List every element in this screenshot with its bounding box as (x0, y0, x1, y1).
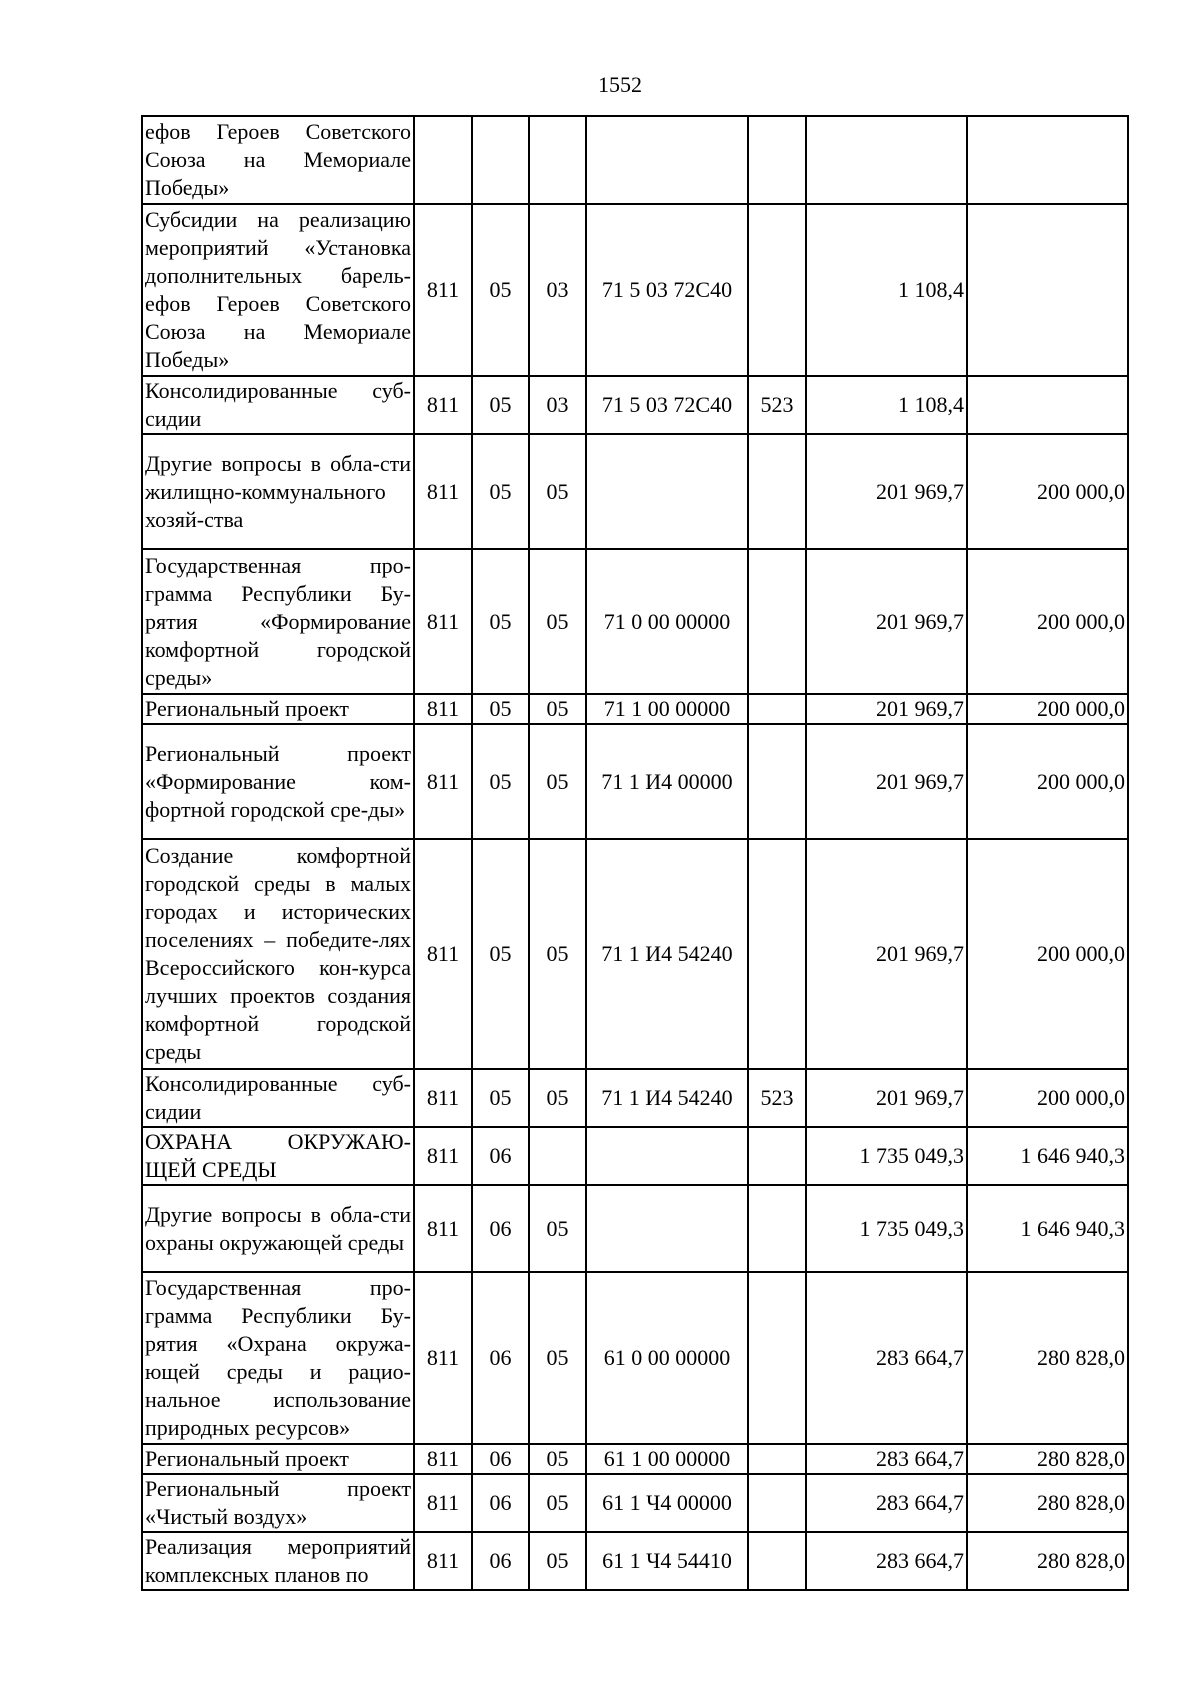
row-subsection: 03 (529, 376, 586, 434)
row-name: Государственная про-грамма Республики Бу-рятия «Охрана окружа-ющей среды и рацио-нальное использование природных ресурсов» (142, 1272, 414, 1444)
row-expense-type (748, 204, 806, 376)
row-sum-2: 280 828,0 (967, 1272, 1128, 1444)
row-grbs: 811 (414, 434, 472, 549)
row-target-article: 61 1 Ч4 00000 (586, 1474, 748, 1532)
row-sum-2: 200 000,0 (967, 434, 1128, 549)
row-sum-1: 201 969,7 (806, 434, 967, 549)
row-grbs: 811 (414, 1185, 472, 1272)
row-sum-2: 200 000,0 (967, 839, 1128, 1069)
row-sum-1: 1 108,4 (806, 376, 967, 434)
row-subsection: 03 (529, 204, 586, 376)
row-grbs: 811 (414, 1474, 472, 1532)
row-name: ОХРАНА ОКРУЖАЮ-ЩЕЙ СРЕДЫ (142, 1127, 414, 1185)
row-sum-1: 201 969,7 (806, 694, 967, 724)
budget-table (141, 115, 1129, 1591)
row-sum-2: 280 828,0 (967, 1444, 1128, 1474)
table-row (142, 724, 1128, 839)
row-target-article: 71 1 И4 54240 (586, 839, 748, 1069)
row-name: Другие вопросы в обла-сти охраны окружающей среды (142, 1185, 414, 1272)
row-subsection: 05 (529, 1272, 586, 1444)
row-grbs: 811 (414, 1272, 472, 1444)
row-subsection (529, 1127, 586, 1185)
row-sum-2 (967, 116, 1128, 204)
row-section: 06 (472, 1185, 529, 1272)
row-sum-1: 201 969,7 (806, 549, 967, 694)
row-sum-1: 1 735 049,3 (806, 1185, 967, 1272)
row-name: Консолидированные суб-сидии (142, 1069, 414, 1127)
row-sum-2: 200 000,0 (967, 694, 1128, 724)
row-sum-2: 200 000,0 (967, 1069, 1128, 1127)
row-grbs: 811 (414, 549, 472, 694)
row-sum-2: 200 000,0 (967, 549, 1128, 694)
row-sum-1 (806, 116, 967, 204)
row-name: Создание комфортной городской среды в малых городах и исторических поселениях – победите-лях Всероссийского кон-курса лучших проектов создания комфортной городской среды (142, 839, 414, 1069)
row-subsection: 05 (529, 434, 586, 549)
row-grbs: 811 (414, 724, 472, 839)
row-grbs: 811 (414, 1532, 472, 1590)
row-target-article: 71 1 И4 54240 (586, 1069, 748, 1127)
row-section: 06 (472, 1444, 529, 1474)
row-subsection: 05 (529, 1069, 586, 1127)
row-target-article: 61 1 00 00000 (586, 1444, 748, 1474)
row-section: 05 (472, 434, 529, 549)
row-name: Реализация мероприятий комплексных планов по (142, 1532, 414, 1590)
table-row (142, 1272, 1128, 1444)
row-expense-type (748, 1127, 806, 1185)
table-row (142, 376, 1128, 434)
row-section: 06 (472, 1272, 529, 1444)
row-name: Государственная про-грамма Республики Бу-рятия «Формирование комфортной городской среды» (142, 549, 414, 694)
table-row (142, 1069, 1128, 1127)
row-sum-2: 1 646 940,3 (967, 1185, 1128, 1272)
row-section: 06 (472, 1127, 529, 1185)
row-section: 05 (472, 1069, 529, 1127)
row-expense-type (748, 434, 806, 549)
row-sum-1: 283 664,7 (806, 1272, 967, 1444)
table-row (142, 204, 1128, 376)
row-sum-2: 280 828,0 (967, 1532, 1128, 1590)
row-name: Региональный проект (142, 1444, 414, 1474)
table-row (142, 1474, 1128, 1532)
row-name: Другие вопросы в обла-сти жилищно-коммунального хозяй-ства (142, 434, 414, 549)
row-grbs: 811 (414, 839, 472, 1069)
row-subsection: 05 (529, 839, 586, 1069)
table-row (142, 1444, 1128, 1474)
row-grbs: 811 (414, 1069, 472, 1127)
table-row (142, 434, 1128, 549)
row-target-article: 71 5 03 72С40 (586, 376, 748, 434)
row-expense-type (748, 116, 806, 204)
row-grbs (414, 116, 472, 204)
table-row (142, 1127, 1128, 1185)
row-sum-1: 1 735 049,3 (806, 1127, 967, 1185)
row-name: Региональный проект (142, 694, 414, 724)
row-expense-type (748, 1272, 806, 1444)
row-name: Консолидированные суб-сидии (142, 376, 414, 434)
row-sum-2: 200 000,0 (967, 724, 1128, 839)
row-grbs: 811 (414, 376, 472, 434)
row-expense-type (748, 839, 806, 1069)
row-expense-type (748, 724, 806, 839)
row-target-article: 71 5 03 72С40 (586, 204, 748, 376)
page-number: 1552 (598, 72, 642, 97)
row-subsection: 05 (529, 1444, 586, 1474)
row-subsection: 05 (529, 549, 586, 694)
row-target-article (586, 434, 748, 549)
row-name: Субсидии на реализацию мероприятий «Установка дополнительных барель-ефов Героев Советского Союза на Мемориале Победы» (142, 204, 414, 376)
row-grbs: 811 (414, 1127, 472, 1185)
row-section: 06 (472, 1474, 529, 1532)
row-section: 05 (472, 376, 529, 434)
row-target-article: 71 1 00 00000 (586, 694, 748, 724)
row-section: 05 (472, 549, 529, 694)
row-sum-1: 1 108,4 (806, 204, 967, 376)
row-target-article (586, 1127, 748, 1185)
row-target-article (586, 1185, 748, 1272)
row-sum-2: 1 646 940,3 (967, 1127, 1128, 1185)
row-sum-1: 283 664,7 (806, 1474, 967, 1532)
row-name: ефов Героев Советского Союза на Мемориале Победы» (142, 116, 414, 204)
row-target-article: 71 0 00 00000 (586, 549, 748, 694)
row-grbs: 811 (414, 204, 472, 376)
row-section: 06 (472, 1532, 529, 1590)
row-expense-type (748, 549, 806, 694)
row-sum-1: 283 664,7 (806, 1532, 967, 1590)
row-sum-2 (967, 204, 1128, 376)
row-target-article: 61 0 00 00000 (586, 1272, 748, 1444)
row-sum-2 (967, 376, 1128, 434)
row-subsection: 05 (529, 1185, 586, 1272)
row-name: Региональный проект «Формирование ком-фортной городской сре-ды» (142, 724, 414, 839)
row-section: 05 (472, 839, 529, 1069)
row-expense-type (748, 1474, 806, 1532)
row-expense-type (748, 1185, 806, 1272)
row-section: 05 (472, 724, 529, 839)
row-expense-type (748, 1532, 806, 1590)
row-expense-type (748, 694, 806, 724)
row-subsection: 05 (529, 1532, 586, 1590)
table-row (142, 839, 1128, 1069)
row-grbs: 811 (414, 694, 472, 724)
table-row (142, 694, 1128, 724)
row-name: Региональный проект «Чистый воздух» (142, 1474, 414, 1532)
table-row (142, 549, 1128, 694)
row-subsection: 05 (529, 724, 586, 839)
row-sum-1: 201 969,7 (806, 724, 967, 839)
table-row (142, 116, 1128, 204)
row-sum-2: 280 828,0 (967, 1474, 1128, 1532)
row-target-article: 61 1 Ч4 54410 (586, 1532, 748, 1590)
row-subsection: 05 (529, 1474, 586, 1532)
row-section: 05 (472, 694, 529, 724)
row-sum-1: 283 664,7 (806, 1444, 967, 1474)
row-section (472, 116, 529, 204)
table-row (142, 1185, 1128, 1272)
row-subsection (529, 116, 586, 204)
row-section: 05 (472, 204, 529, 376)
row-expense-type: 523 (748, 1069, 806, 1127)
row-target-article: 71 1 И4 00000 (586, 724, 748, 839)
row-expense-type (748, 1444, 806, 1474)
row-grbs: 811 (414, 1444, 472, 1474)
row-subsection: 05 (529, 694, 586, 724)
row-sum-1: 201 969,7 (806, 1069, 967, 1127)
table-row (142, 1532, 1128, 1590)
row-sum-1: 201 969,7 (806, 839, 967, 1069)
row-expense-type: 523 (748, 376, 806, 434)
row-target-article (586, 116, 748, 204)
